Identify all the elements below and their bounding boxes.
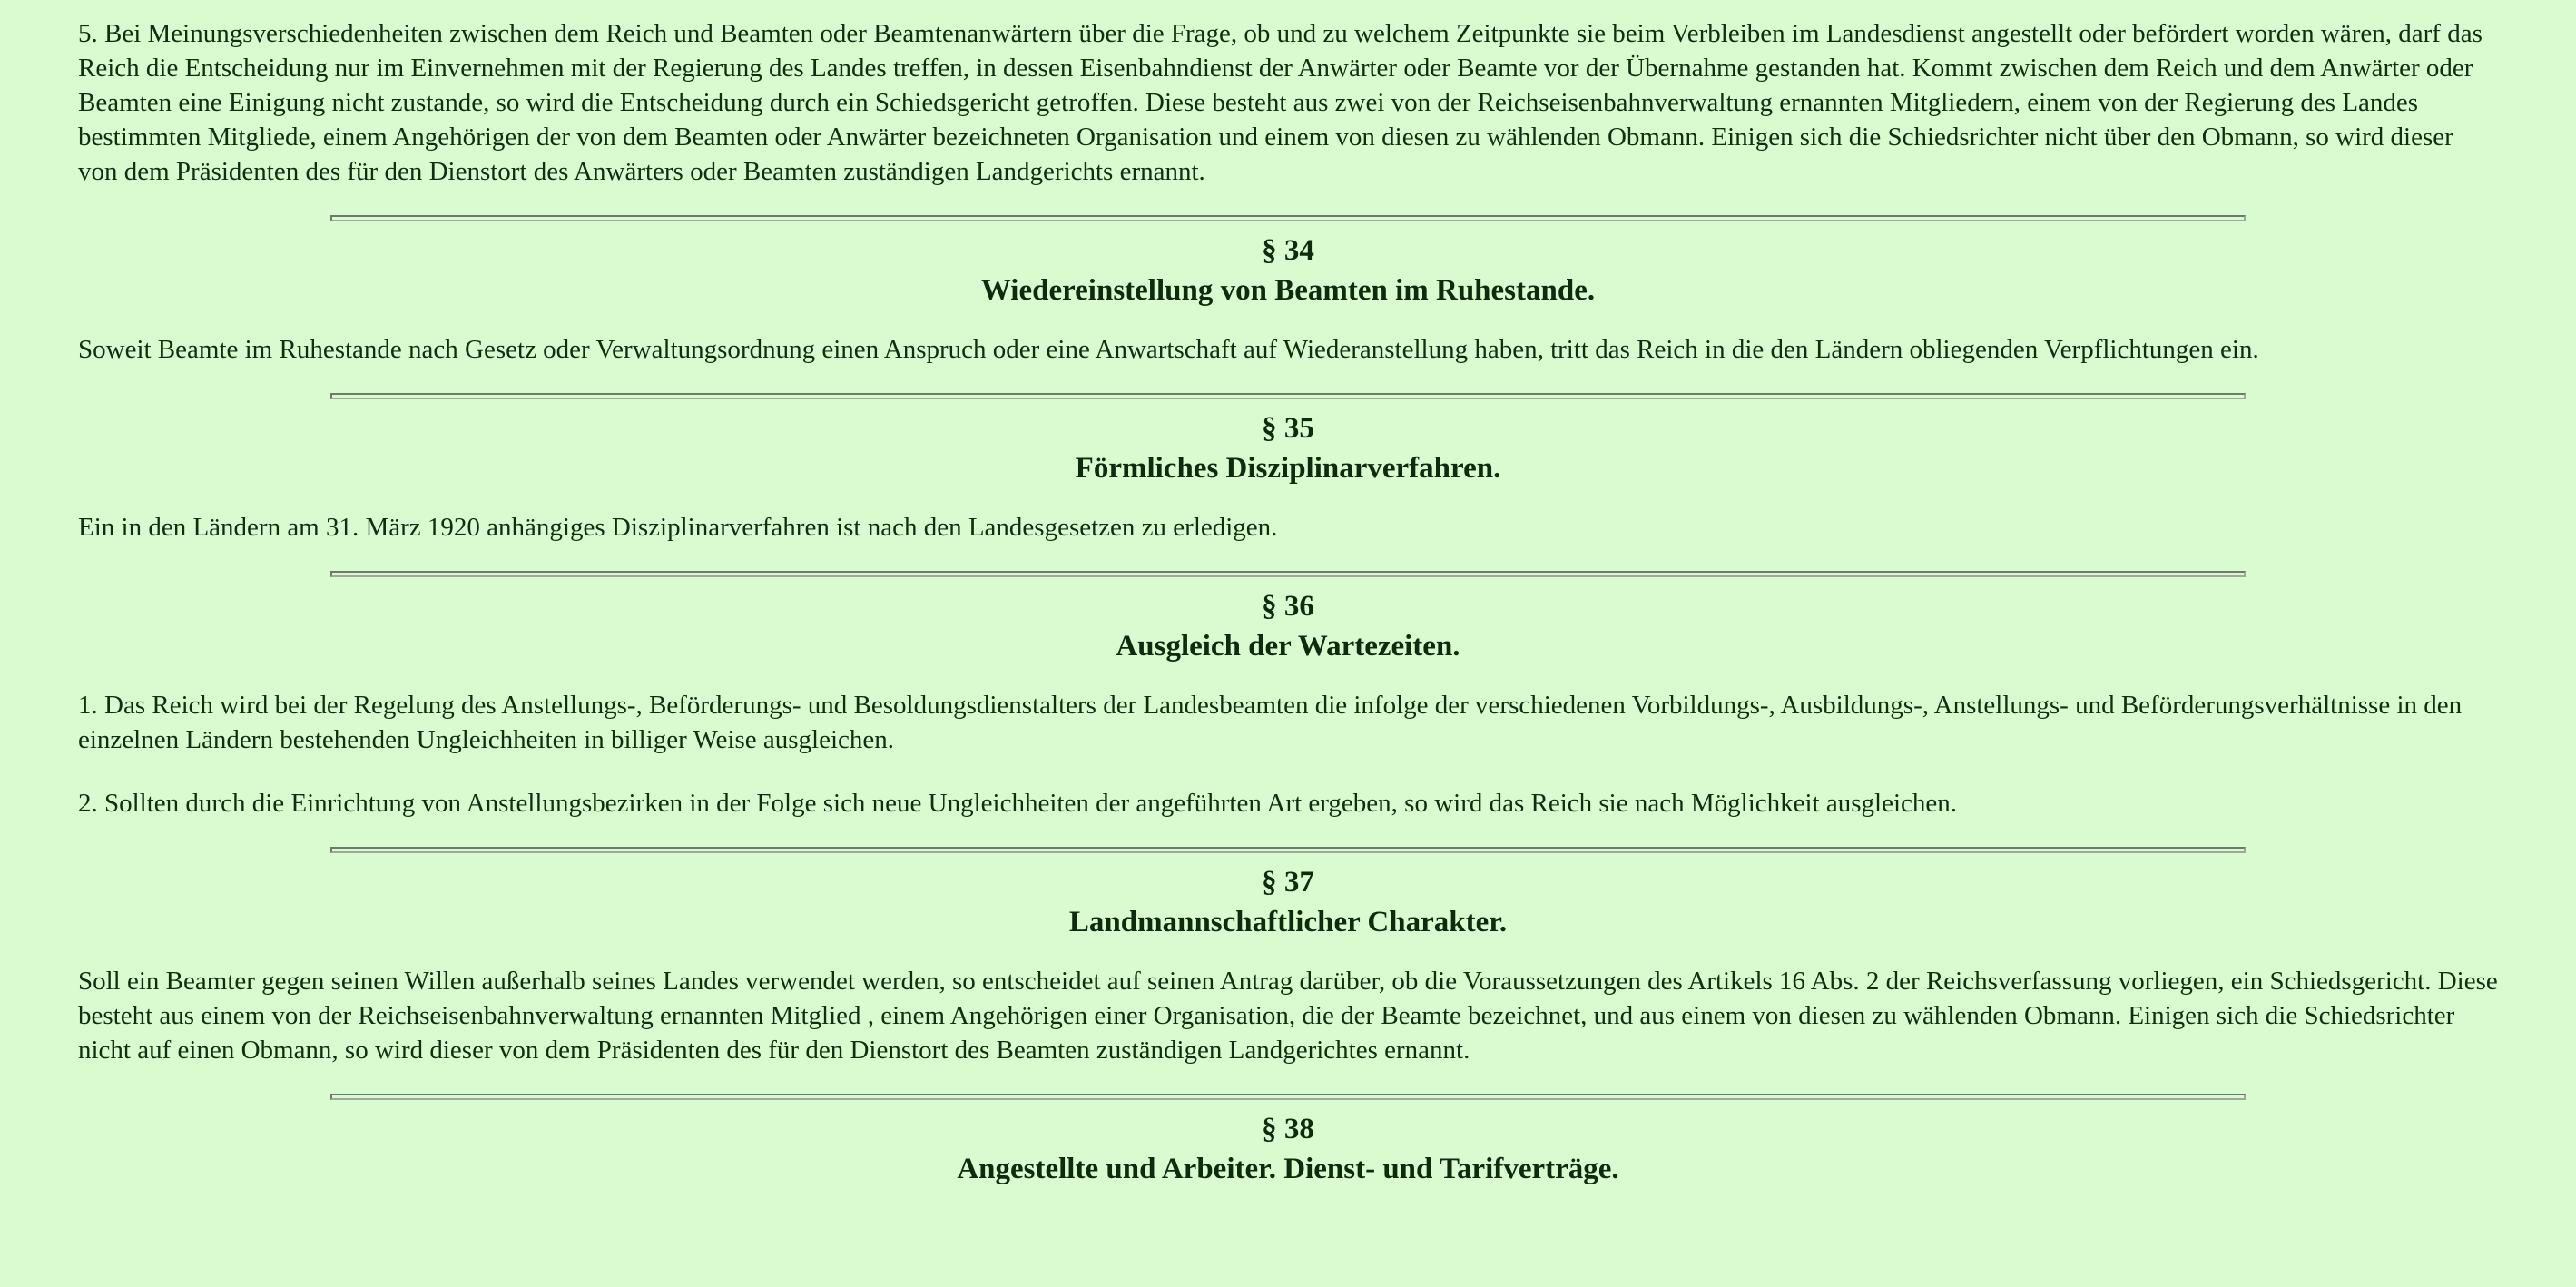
- section-paragraph: 2. Sollten durch die Einrichtung von Anstellungsbezirken in der Folge sich neue Ungleichheiten der angeführten Art ergeben, so wird das Reich sie nach Möglichkeit ausgleichen.: [78, 789, 1958, 818]
- section-35: [78, 393, 2498, 545]
- section-title: Landmannschaftlicher Charakter.: [1068, 906, 1508, 938]
- section-body: [78, 510, 2498, 545]
- section-body: [78, 964, 2498, 1067]
- section-paragraph: Soll ein Beamter gegen seinen Willen außerhalb seines Landes verwendet werden, so entscheidet auf seinen Antrag darüber, ob die Voraussetzungen des Artikels 16 Abs. 2 der Reichsverfassung vorliegen, ein Schiedsgericht. Diese besteht aus einem von der Reichseisenbahnverwaltung ernannten Mitglied , einem Angehörigen einer Organisation, die der Beamte bezeichnet, und aus einem von diesen zu wählenden Obmann. Einigen sich die Schiedsrichter nicht auf einen Obmann, so wird dieser von dem Präsidenten des für den Dienstort des Beamten zuständigen Landgerichtes ernannt.: [78, 967, 2498, 1065]
- section-37: [78, 847, 2498, 1067]
- section-divider: [330, 1094, 2246, 1100]
- section-title: Angestellte und Arbeiter. Dienst- und Tarifverträge.: [957, 1153, 1619, 1185]
- section-number: § 35: [1262, 412, 1314, 445]
- section-body: [78, 688, 2498, 820]
- section-number: § 34: [1262, 234, 1314, 267]
- section-title: Wiedereinstellung von Beamten im Ruhestande.: [980, 274, 1596, 307]
- section-paragraph: Ein in den Ländern am 31. März 1920 anhängiges Disziplinarverfahren ist nach den Landesgesetzen zu erledigen.: [78, 513, 1278, 542]
- section-title: Förmliches Disziplinarverfahren.: [1075, 452, 1501, 485]
- section-38: [78, 1094, 2498, 1189]
- section-paragraph: 1. Das Reich wird bei der Regelung des Anstellungs-, Beförderungs- und Besoldungsdienstalters der Landesbeamten die infolge der verschiedenen Vorbildungs-, Ausbildungs-, Anstellungs- und Beförderungsverhältnisse in den einzelnen Ländern bestehenden Ungleichheiten in billiger Weise ausgleichen.: [78, 691, 2463, 754]
- section-divider: [330, 215, 2246, 221]
- section-divider: [330, 393, 2246, 399]
- section-divider: [330, 571, 2246, 577]
- section-36: [78, 571, 2498, 820]
- section-divider: [330, 847, 2246, 853]
- section-paragraph: Soweit Beamte im Ruhestande nach Gesetz oder Verwaltungsordnung einen Anspruch oder eine Anwartschaft auf Wiederanstellung haben, tritt das Reich in die den Ländern obliegenden Verpflichtungen ein.: [78, 335, 2259, 364]
- intro-paragraph: 5. Bei Meinungsverschiedenheiten zwischen dem Reich und Beamten oder Beamtenanwärtern über die Frage, ob und zu welchem Zeitpunkte sie beim Verbleiben im Landesdienst angestellt oder befördert worden wären, darf das Reich die Entscheidung nur im Einvernehmen mit der Regierung des Landes treffen, in dessen Eisenbahndienst der Anwärter oder Beamte vor der Übernahme gestanden hat. Kommt zwischen dem Reich und dem Anwärter oder Beamten eine Einigung nicht zustande, so wird die Entscheidung durch ein Schiedsgericht getroffen. Diese besteht aus zwei von der Reichseisenbahnverwaltung ernannten Mitgliedern, einem von der Regierung des Landes bestimmten Mitgliede, einem Angehörigen der von dem Beamten oder Anwärter bezeichneten Organisation und einem von diesen zu wählenden Obmann. Einigen sich die Schiedsrichter nicht über den Obmann, so wird dieser von dem Präsidenten des für den Dienstort des Anwärters oder Beamten zuständigen Landgerichts ernannt.: [78, 19, 2483, 186]
- section-number: § 36: [1262, 590, 1314, 623]
- section-number: § 38: [1262, 1113, 1314, 1145]
- section-34: [78, 215, 2498, 367]
- section-body: [78, 332, 2498, 367]
- section-number: § 37: [1262, 866, 1314, 899]
- section-title: Ausgleich der Wartezeiten.: [1116, 630, 1460, 663]
